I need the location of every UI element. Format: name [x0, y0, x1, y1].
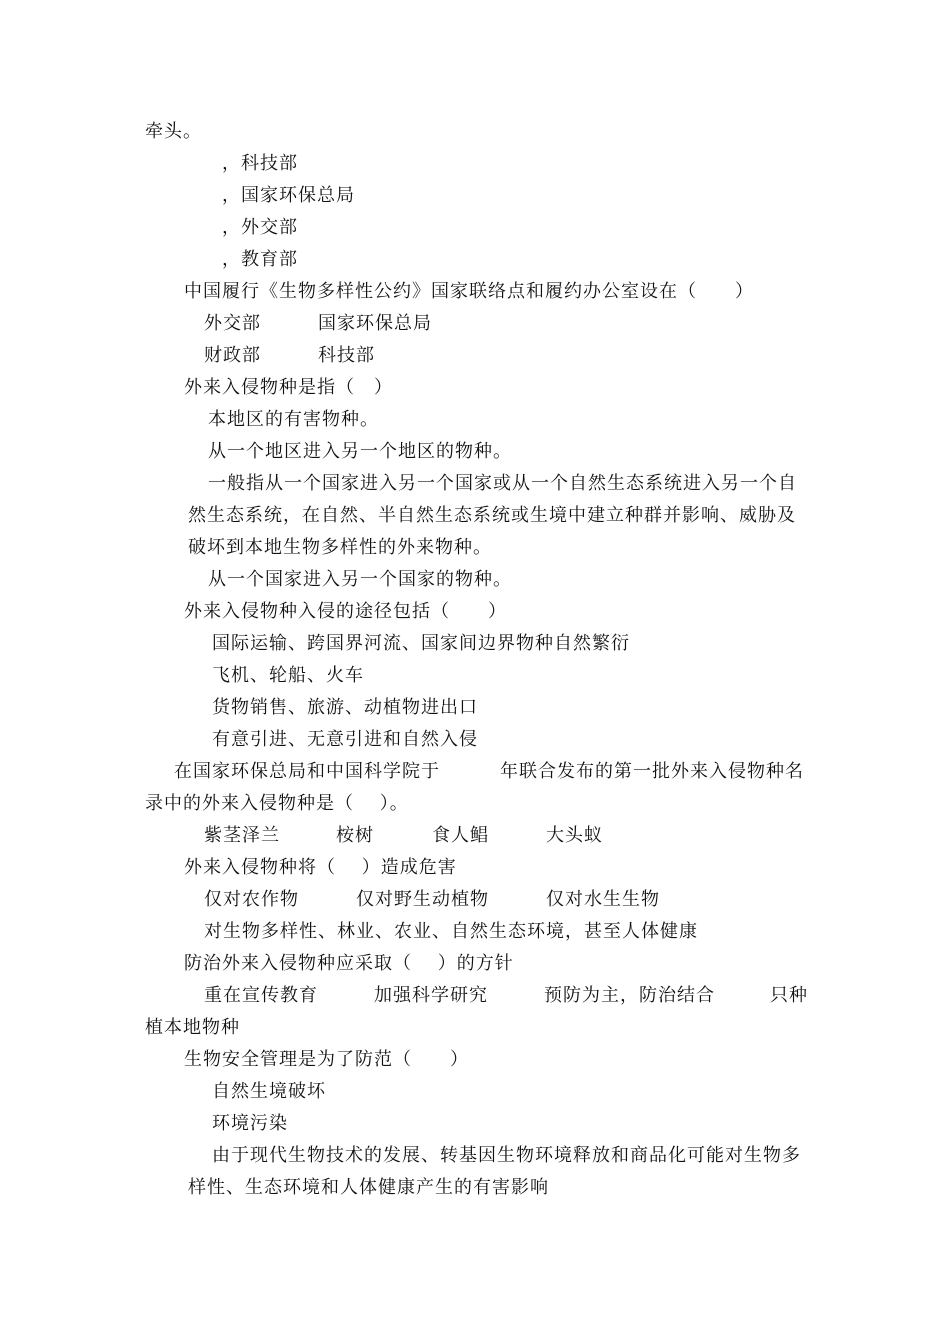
q0-option-a: ，科技部	[222, 153, 298, 174]
q4-stem-part3: 录中的外来入侵物种是（ ）。	[145, 793, 409, 814]
q2-option-d: 从一个国家进入另一个国家的物种。	[208, 569, 512, 590]
q0-option-d: ，教育部	[222, 249, 298, 270]
q4-option-a: 紫茎泽兰	[204, 825, 280, 846]
q7-stem: 生物安全管理是为了防范（ ）	[184, 1049, 469, 1070]
q2-option-c-line1: 一般指从一个国家进入另一个国家或从一个自然生态系统进入另一个自	[208, 473, 797, 494]
q7-option-c-line2: 样性、生态环境和人体健康产生的有害影响	[188, 1177, 549, 1198]
intro-line: 牵头。	[145, 121, 202, 142]
q5-option-c: 仅对水生生物	[546, 889, 660, 910]
q6-option-d-cont: 植本地物种	[145, 1017, 240, 1038]
q2-option-c-line3: 破坏到本地生物多样性的外来物种。	[188, 537, 492, 558]
q4-option-c: 食人鲳	[432, 825, 489, 846]
q5-stem: 外来入侵物种将（ ）造成危害	[184, 857, 457, 878]
q2-option-a: 本地区的有害物种。	[208, 409, 379, 430]
q7-option-a: 自然生境破坏	[212, 1081, 326, 1102]
q4-stem-part2: 年联合发布的第一批外来入侵物种名	[500, 761, 804, 782]
q4-option-d: 大头蚁	[546, 825, 603, 846]
q5-option-d: 对生物多样性、林业、农业、自然生态环境，甚至人体健康	[204, 921, 698, 942]
q1-stem: 中国履行《生物多样性公约》国家联络点和履约办公室设在（ ）	[184, 281, 754, 302]
q1-option-d: 科技部	[318, 345, 375, 366]
q4-stem-part1: 在国家环保总局和中国科学院于	[174, 761, 440, 782]
q1-option-c: 财政部	[204, 345, 261, 366]
q7-option-c-line1: 由于现代生物技术的发展、转基因生物环境释放和商品化可能对生物多	[212, 1145, 801, 1166]
q2-stem: 外来入侵物种是指（ ）	[184, 377, 393, 398]
q6-option-b: 加强科学研究	[374, 985, 488, 1006]
q0-option-c: ，外交部	[222, 217, 298, 238]
q5-option-b: 仅对野生动植物	[356, 889, 489, 910]
q0-option-b: ，国家环保总局	[222, 185, 355, 206]
q6-option-d: 只种	[770, 985, 808, 1006]
q1-option-b: 国家环保总局	[318, 313, 432, 334]
q3-option-a: 国际运输、跨国界河流、国家间边界物种自然繁衍	[212, 633, 630, 654]
q6-stem: 防治外来入侵物种应采取（ ）的方针	[184, 953, 514, 974]
q2-option-b: 从一个地区进入另一个地区的物种。	[208, 441, 512, 462]
q3-option-b: 飞机、轮船、火车	[212, 665, 364, 686]
q3-stem: 外来入侵物种入侵的途径包括（ ）	[184, 601, 507, 622]
q3-option-d: 有意引进、无意引进和自然入侵	[212, 729, 478, 750]
q2-option-c-line2: 然生态系统，在自然、半自然生态系统或生境中建立种群并影响、威胁及	[188, 505, 796, 526]
q4-option-b: 桉树	[336, 825, 374, 846]
q6-option-a: 重在宣传教育	[204, 985, 318, 1006]
q5-option-a: 仅对农作物	[204, 889, 299, 910]
q3-option-c: 货物销售、旅游、动植物进出口	[212, 697, 478, 718]
q6-option-c: 预防为主，防治结合	[544, 985, 715, 1006]
q7-option-b: 环境污染	[212, 1113, 288, 1134]
q1-option-a: 外交部	[204, 313, 261, 334]
